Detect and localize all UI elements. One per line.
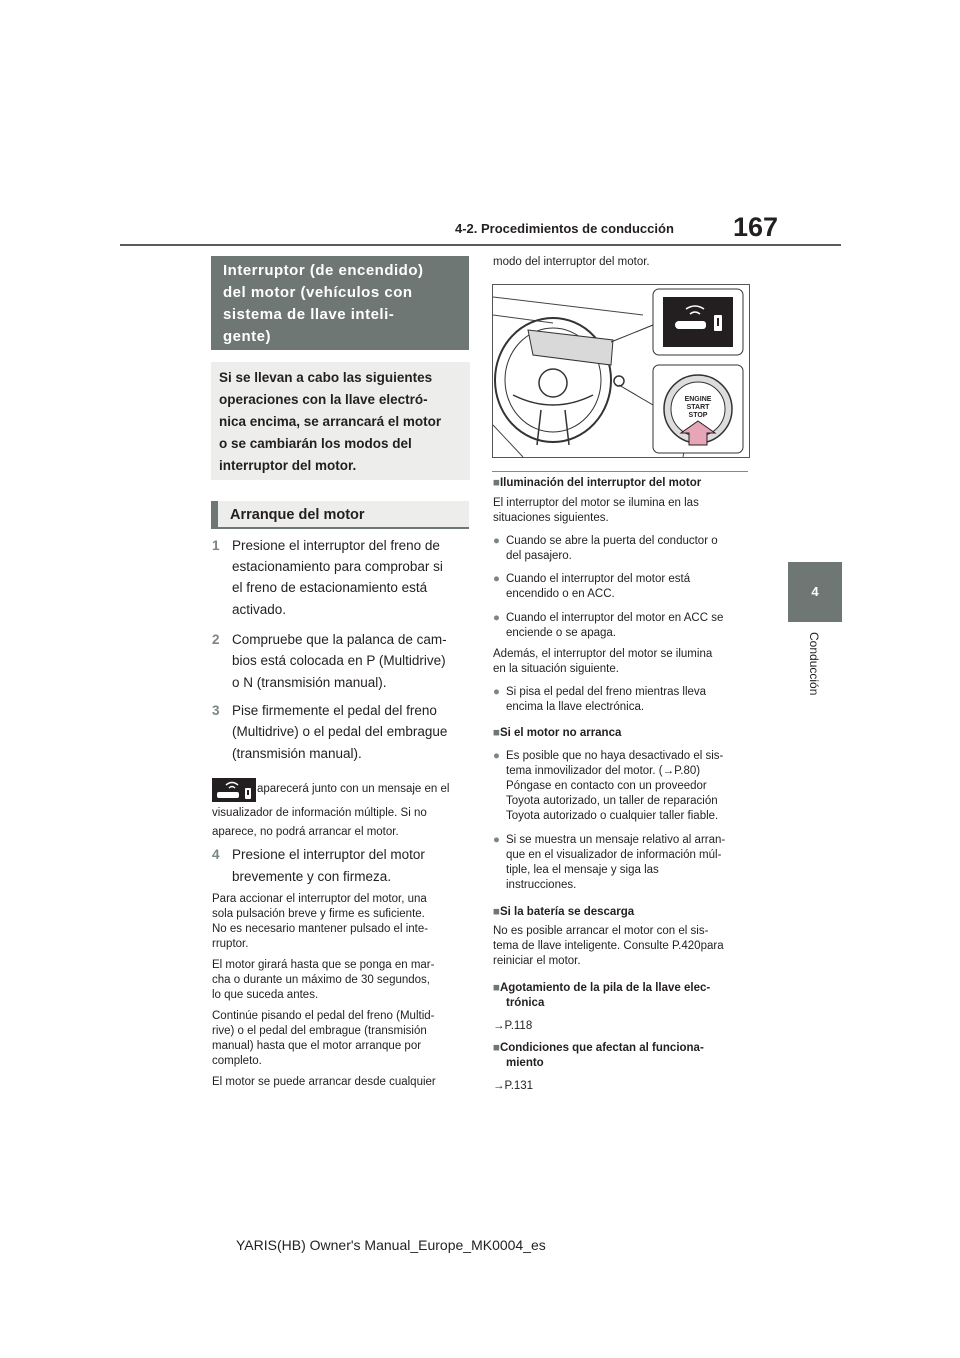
para-line: rruptor. — [212, 938, 249, 950]
body-text: situaciones siguientes. — [493, 512, 609, 524]
bullet-item: ● — [493, 686, 500, 698]
body-text: El interruptor del motor se ilumina en las — [493, 497, 699, 509]
bullet-item: ● — [493, 834, 500, 846]
header-rule — [120, 244, 841, 246]
subsection-title: trónica — [506, 997, 545, 1009]
subsection-title: ■Si la batería se descarga — [493, 906, 635, 918]
para-line: Para accionar el interruptor del motor, una — [212, 893, 427, 905]
body-text: Si se muestra un mensaje relativo al arran- — [506, 834, 726, 846]
body-text: No es posible arrancar el motor con el sis- — [493, 925, 709, 937]
bullet-item: ● — [493, 535, 500, 547]
engine-start-label: STOP — [688, 412, 708, 419]
engine-start-label: ENGINE — [684, 396, 712, 403]
divider — [492, 471, 748, 472]
body-text: Toyota autorizado o cualquier taller fiable. — [506, 810, 719, 822]
intro-box: Si se llevan a cabo las siguientes operaciones con la llave electró- nica encima, se arrancará el motor o se cambiarán los modos del interruptor del motor. — [211, 362, 470, 480]
page-reference[interactable]: →P.131 — [493, 1080, 534, 1092]
footer-text: YARIS(HB) Owner's Manual_Europe_MK0004_es — [236, 1237, 546, 1253]
body-text: encima la llave electrónica. — [506, 701, 645, 713]
note-line: visualizador de información múltiple. Si no — [212, 807, 427, 819]
key-indicator-icon — [212, 778, 256, 802]
body-text: Toyota autorizado, un taller de reparación — [506, 795, 718, 807]
bullet-item: ● — [493, 573, 500, 585]
body-text: del pasajero. — [506, 550, 572, 562]
continued-text: modo del interruptor del motor. — [493, 256, 650, 268]
para-line: El motor se puede arrancar desde cualquier — [212, 1076, 436, 1088]
body-text: que en el visualizador de información múl- — [506, 849, 722, 861]
para-line: Continúe pisando el pedal del freno (Multid- — [212, 1010, 435, 1022]
body-text: reiniciar el motor. — [493, 955, 581, 967]
bullet-item: ● — [493, 612, 500, 624]
body-text: Cuando se abre la puerta del conductor o — [506, 535, 718, 547]
body-text: Si pisa el pedal del freno mientras lleva — [506, 686, 707, 698]
body-text: instrucciones. — [506, 879, 577, 891]
bullet-item: ● — [493, 750, 500, 762]
para-line: El motor girará hasta que se ponga en mar- — [212, 959, 435, 971]
note-line: aparecerá junto con un mensaje en el — [257, 783, 450, 795]
note-line: aparece, no podrá arrancar el motor. — [212, 826, 399, 838]
topic-heading-box: Interruptor (de encendido) del motor (vehículos con sistema de llave inteli- gente) — [211, 256, 469, 350]
step-2: 2 Compruebe que la palanca de cam- bios está colocada en P (Multidrive) o N (transmisión manual). — [212, 632, 447, 690]
chapter-tab[interactable]: 4 — [788, 562, 842, 622]
para-line: completo. — [212, 1055, 262, 1067]
subheading: Arranque del motor — [211, 501, 469, 529]
subsection-title: miento — [506, 1057, 544, 1069]
chapter-label: Conducción — [807, 632, 821, 696]
body-text: enciende o se apaga. — [506, 627, 616, 639]
body-text: encendido o en ACC. — [506, 588, 615, 600]
engine-start-label: START — [686, 404, 710, 411]
para-line: No es necesario mantener pulsado el inte- — [212, 923, 429, 935]
para-line: lo que suceda antes. — [212, 989, 319, 1001]
section-title: 4-2. Procedimientos de conducción — [455, 221, 674, 236]
para-line: cha o durante un máximo de 30 segundos, — [212, 974, 431, 986]
body-text: tiple, lea el mensaje y siga las — [506, 864, 659, 876]
body-text: tema inmovilizador del motor. (→P.80) — [506, 765, 701, 777]
body-text: Cuando el interruptor del motor está — [506, 573, 691, 585]
para-line: sola pulsación breve y firme es suficiente. — [212, 908, 425, 920]
body-text: Es posible que no haya desactivado el sis- — [506, 750, 724, 762]
subsection-title: ■Agotamiento de la pila de la llave elec- — [493, 982, 711, 994]
subsection-title: ■Condiciones que afectan al funciona- — [493, 1042, 704, 1054]
para-line: rive) o el pedal del embrague (transmisión — [212, 1025, 427, 1037]
body-text: Además, el interruptor del motor se ilumina — [493, 648, 713, 660]
subsection-title: ■Iluminación del interruptor del motor — [493, 477, 702, 489]
step-4: 4 Presione el interruptor del motor brevemente y con firmeza. — [212, 847, 425, 884]
subsection-title: ■Si el motor no arranca — [493, 727, 622, 739]
step-1: 1 Presione el interruptor del freno de estacionamiento para comprobar si el freno de estacionamiento está activado. — [212, 538, 443, 617]
body-text: tema de llave inteligente. Consulte P.420para — [493, 940, 724, 952]
body-text: Cuando el interruptor del motor en ACC se — [506, 612, 724, 624]
page-reference[interactable]: →P.118 — [493, 1020, 533, 1032]
page-number: 167 — [733, 212, 779, 242]
dashboard-illustration — [492, 284, 750, 458]
step-3: 3 Pise firmemente el pedal del freno (Multidrive) o el pedal del embrague (transmisión manual). — [212, 703, 448, 761]
para-line: manual) hasta que el motor arranque por — [212, 1040, 422, 1052]
body-text: Póngase en contacto con un proveedor — [506, 780, 707, 792]
body-text: en la situación siguiente. — [493, 663, 619, 675]
